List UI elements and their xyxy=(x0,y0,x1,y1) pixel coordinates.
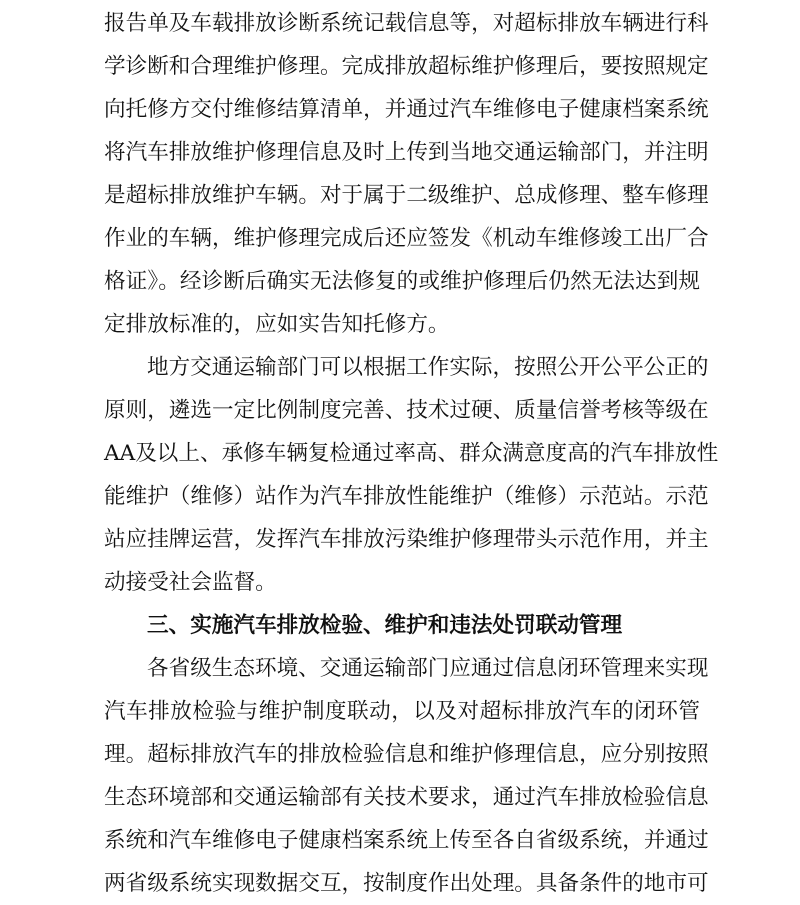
text-line: 动接受社会监督。 xyxy=(104,570,277,595)
text-line: 站应挂牌运营，发挥汽车排放污染维护修理带头示范作用，并主 xyxy=(104,527,709,552)
text-line: 各省级生态环境、交通运输部门应通过信息闭环管理来实现 xyxy=(147,656,709,681)
text-line: 作业的车辆，维护修理完成后还应签发《机动车维修竣工出厂合 xyxy=(104,226,709,251)
text-line: 生态环境部和交通运输部有关技术要求，通过汽车排放检验信息 xyxy=(104,785,709,810)
text-line: 原则，遴选一定比例制度完善、技术过硬、质量信誉考核等级在 xyxy=(104,398,709,423)
text-line: 两省级系统实现数据交互，按制度作出处理。具备条件的地市可 xyxy=(104,871,709,896)
text-line: 能维护（维修）站作为汽车排放性能维护（维修）示范站。示范 xyxy=(104,484,709,509)
paragraph-closed-loop-management xyxy=(104,647,800,905)
text-line: 学诊断和合理维护修理。完成排放超标维护修理后，要按照规定 xyxy=(104,54,709,79)
text-line: 定排放标准的，应如实告知托修方。 xyxy=(104,312,450,337)
text-line: 向托修方交付维修结算清单，并通过汽车维修电子健康档案系统 xyxy=(104,97,709,122)
text-line: 地方交通运输部门可以根据工作实际，按照公开公平公正的 xyxy=(147,355,709,380)
text-line: 系统和汽车维修电子健康档案系统上传至各自省级系统，并通过 xyxy=(104,828,709,853)
text-line: 报告单及车载排放诊断系统记载信息等，对超标排放车辆进行科 xyxy=(104,11,709,36)
text-line: 理。超标排放汽车的排放检验信息和维护修理信息，应分别按照 xyxy=(104,742,709,767)
text-line: AA及以上、承修车辆复检通过率高、群众满意度高的汽车排放性 xyxy=(104,441,719,466)
section-heading: 三、实施汽车排放检验、维护和违法处罚联动管理 xyxy=(147,613,623,638)
text-line: 是超标排放维护车辆。对于属于二级维护、总成修理、整车修理 xyxy=(104,183,709,208)
paragraph-maintenance-requirements xyxy=(104,2,800,346)
text-line: 汽车排放检验与维护制度联动，以及对超标排放汽车的闭环管 xyxy=(104,699,700,724)
text-line: 将汽车排放维护修理信息及时上传到当地交通运输部门，并注明 xyxy=(104,140,709,165)
paragraph-demonstration-stations xyxy=(104,346,800,604)
text-line: 格证》。经诊断后确实无法修复的或维护修理后仍然无法达到规 xyxy=(104,269,700,294)
